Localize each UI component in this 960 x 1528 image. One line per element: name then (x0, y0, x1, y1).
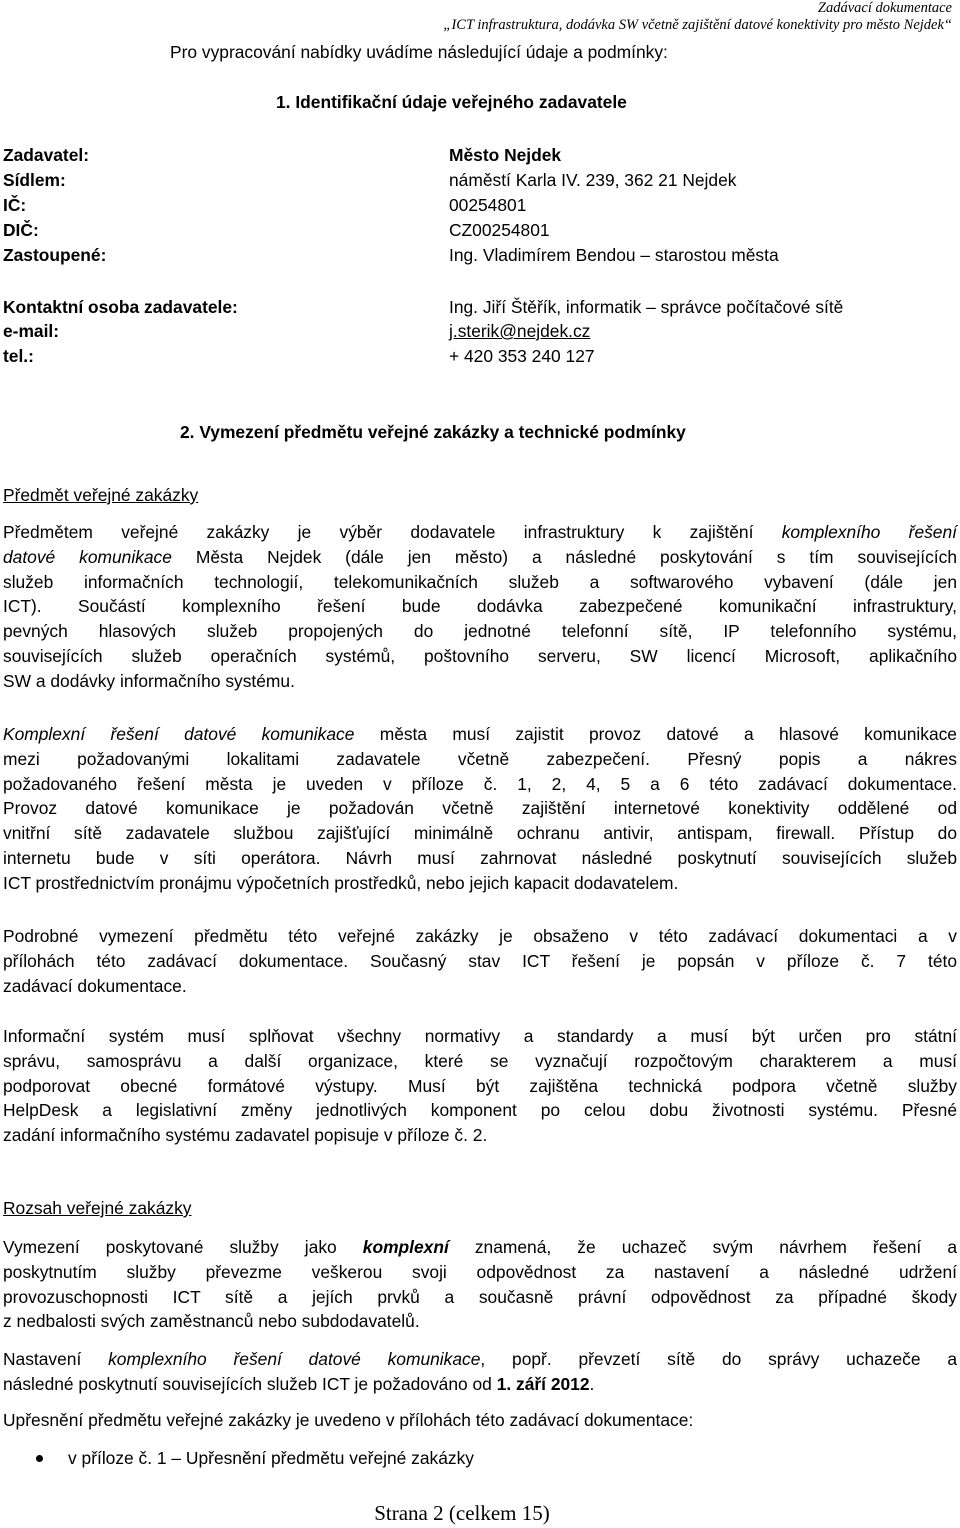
dic-value: CZ00254801 (449, 220, 550, 240)
paragraph-predmet: Předmětem veřejné zakázky je výběr dodavatele infrastruktury k zajištění komplexního řešení datové komunikace Města Nejdek (dále jen město) a následné poskytování s tím souvisejících služeb informačních technologií, telekomunikačních služeb a softwarového vybavení (dále jen ICT). Součástí komplexního řešení bude dodávka zabezpečené komunikační infrastruktury, pevných hlasových služeb propojených do jednotné telefonní sítě, IP telefonního systému, souvisejících služeb operačních systémů, poštovního serveru, SW licencí Microsoft, aplikačního SW a dodávky informačního systému. (3, 522, 957, 691)
zadavatel-value: Město Nejdek (449, 145, 562, 165)
ic-value: 00254801 (449, 195, 527, 215)
zastoupene-value: Ing. Vladimírem Bendou – starostou města (449, 245, 779, 265)
page-number-footer: Strana 2 (celkem 15) (374, 1501, 550, 1525)
subheading-predmet: Předmět veřejné zakázky (3, 485, 199, 505)
section-1-heading: 1. Identifikační údaje veřejného zadavatele (276, 92, 627, 112)
document-header-subtitle: „ICT infrastruktura, dodávka SW včetně zajištění datové konektivity pro město Nejdek“ (443, 17, 952, 33)
paragraph-podrobne-vymezeni: Podrobné vymezení předmětu této veřejné zakázky je obsaženo v této zadávací dokumentaci a v přílohách této zadávací dokumentace. Současný stav ICT řešení je popsán v příloze č. 7 této zadávací dokumentace. (3, 926, 957, 996)
ic-label: IČ: (3, 195, 27, 215)
bullet-icon (36, 1455, 43, 1462)
contact-person-label: Kontaktní osoba zadavatele: (3, 297, 238, 317)
sidlem-label: Sídlem: (3, 170, 66, 190)
paragraph-upresneni: Upřesnění předmětu veřejné zakázky je uvedeno v přílohách této zadávací dokumentace: (3, 1410, 694, 1430)
phone-value: + 420 353 240 127 (449, 346, 595, 366)
paragraph-informacni-system: Informační systém musí splňovat všechny normativy a standardy a musí být určen pro státní správu, samosprávu a další organizace, které se vyznačují rozpočtovým charakterem a musí podporovat obecné formátové výstupy. Musí být zajištěna technická podpora včetně služby HelpDesk a legislativní změny jednotlivých komponent po celou dobu životnosti systému. Přesné zadání informačního systému zadavatel popisuje v příloze č. 2. (3, 1026, 957, 1146)
zastoupene-label: Zastoupené: (3, 245, 107, 265)
list-item: v příloze č. 1 – Upřesnění předmětu veřejné zakázky (68, 1448, 474, 1468)
dic-label: DIČ: (3, 220, 39, 240)
paragraph-nastaveni: Nastavení komplexního řešení datové komunikace, popř. převzetí sítě do správy uchazeče a následné poskytnutí souvisejících služeb ICT je požadováno od 1. září 2012. (3, 1349, 957, 1394)
subheading-rozsah: Rozsah veřejné zakázky (3, 1198, 192, 1218)
intro-text: Pro vypracování nabídky uvádíme následující údaje a podmínky: (170, 42, 668, 62)
contact-person-value: Ing. Jiří Štěřík, informatik – správce počítačové sítě (449, 297, 844, 317)
document-header-title: Zadávací dokumentace (817, 0, 952, 16)
paragraph-rozsah: Vymezení poskytované služby jako komplexní znamená, že uchazeč svým návrhem řešení a poskytnutím služby převezme veškerou svoji odpovědnost za nastavení a následné udržení provozuschopnosti ICT sítě a jejích prvků a současně právní odpovědnost za případné škody z nedbalosti svých zaměstnanců nebo subdodavatelů. (3, 1237, 957, 1332)
zadavatel-label: Zadavatel: (3, 145, 90, 165)
email-label: e-mail: (3, 321, 60, 341)
sidlem-value: náměstí Karla IV. 239, 362 21 Nejdek (449, 170, 737, 190)
phone-label: tel.: (3, 346, 34, 366)
email-link[interactable]: j.sterik@nejdek.cz (449, 321, 591, 341)
section-2-heading: 2. Vymezení předmětu veřejné zakázky a technické podmínky (180, 422, 686, 442)
paragraph-komplexni-reseni: Komplexní řešení datové komunikace města musí zajistit provoz datové a hlasové komunikace mezi požadovanými lokalitami zadavatele včetně zabezpečení. Přesný popis a nákres požadovaného řešení města je uveden v příloze č. 1, 2, 4, 5 a 6 této zadávací dokumentace. Provoz datové komunikace je požadován včetně zajištění internetové konektivity oddělené od vnitřní sítě zadavatele službou zajišťující minimálně ochranu antivir, antispam, firewall. Přístup do internetu bude v síti operátora. Návrh musí zahrnovat následné poskytnutí souvisejících služeb ICT prostřednictvím pronájmu výpočetních prostředků, nebo jejich kapacit dodavatelem. (3, 724, 957, 893)
